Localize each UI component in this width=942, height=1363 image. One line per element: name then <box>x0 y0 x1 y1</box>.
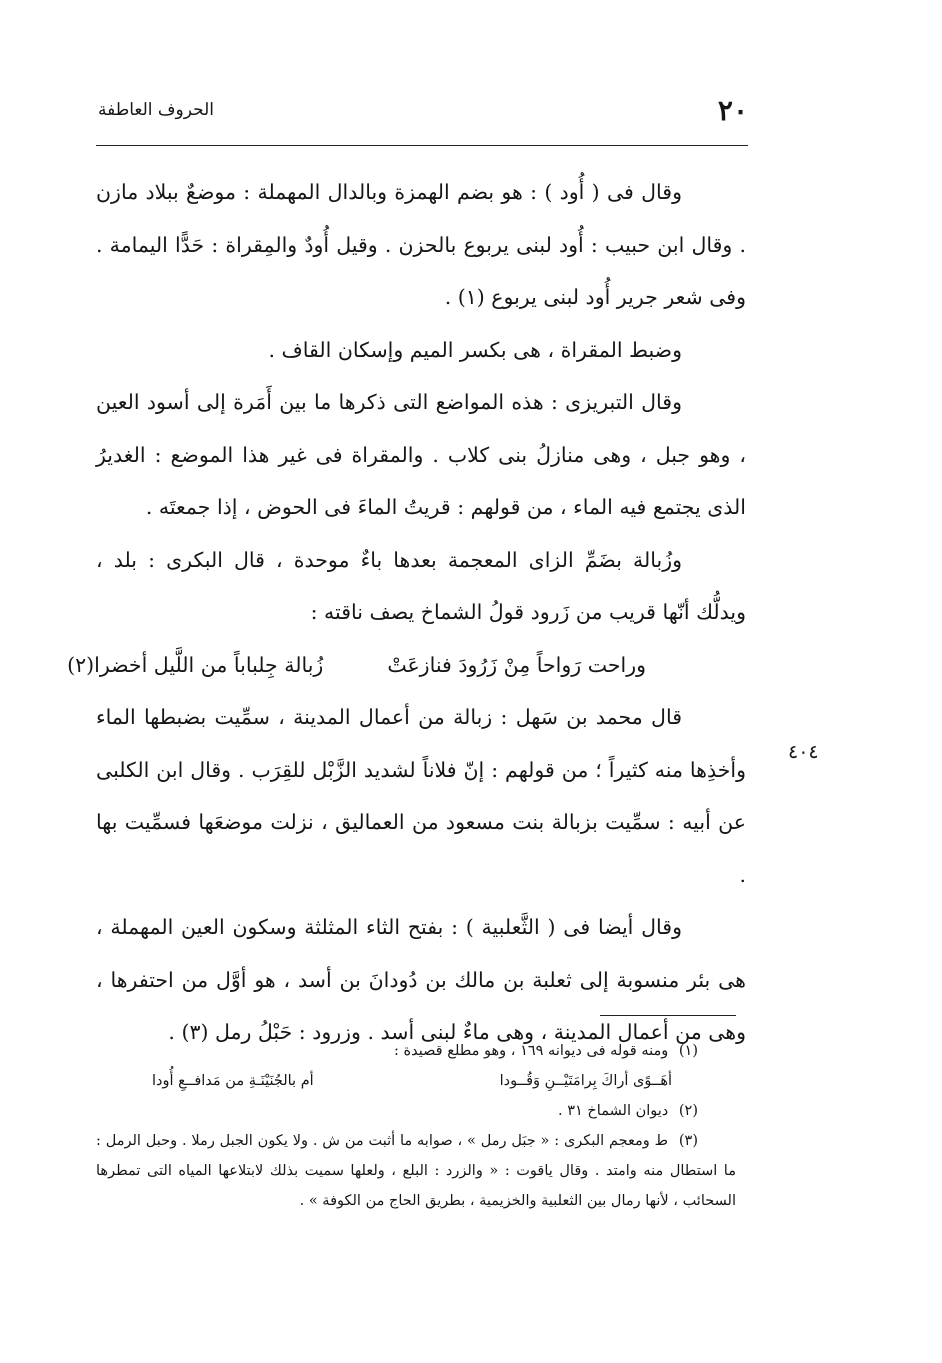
footnote-3-text: ط ومعجم البكرى : « جبَل رمل » ، صوابه ما أثبت من ش . ولا يكون الجبل رملا . وحبل الرمل : ما استطال منه وامتد . وقال ياقوت : « والزرد : البلع ، ولعلها سميت بذلك لابتلاعها المياه التى تمطرها السحائب ، لأنها رمال بين الثعلبية والخزيمية ، بطريق الحاج من الكوفة » . <box>96 1133 736 1209</box>
header-rule <box>96 145 748 146</box>
paragraph-tabrizi: وقال التبريزى : هذه المواضع التى ذكرها ما بين أَمَرة إلى أسود العين ، وهو جبل ، وهى منازلُ بنى كلاب . والمقراة فى غير هذا الموضع : الغديرُ الذى يجتمع فيه الماء ، من قولهم : قريتُ الماءَ فى الحوض ، إذا جمعتَه . <box>96 390 746 519</box>
main-text <box>67 166 746 1059</box>
paragraph-thalabiya: وقال أيضا فى ( الثَّعلبية ) : بفتح الثاء المثلثة وسكون العين المهملة ، هى بئر منسوبة إلى ثعلبة بن مالك بن دُودانَ بن أسد ، هو أوَّل من احتفرها ، وهى من أعمال المدينة ، وهى ماءٌ لبنى أسد . وزرود : حَبْلُ رمل (٣) . <box>96 915 746 1044</box>
footnote-1-verse-1: أهَــوًى أراكَ بِرامَتَيْــنِ وَقُــودا <box>499 1073 672 1089</box>
page-number: ٢٠ <box>717 94 748 127</box>
margin-page-number: ٤٠٤ <box>788 741 819 763</box>
footnote-2-label: (٢) <box>678 1103 698 1119</box>
footnote-1-verse <box>96 1066 736 1096</box>
verse-line <box>67 639 746 692</box>
footnote-1-verse-2: أم بالجُنَيْنَـةِ من مَدافــعِ أُودا <box>152 1073 314 1089</box>
footnotes <box>96 1036 736 1216</box>
running-title: الحروف العاطفة <box>98 100 215 120</box>
footnote-2-text: ديوان الشماخ ٣١ . <box>558 1103 669 1119</box>
page-header <box>96 92 748 132</box>
paragraph-awd: وقال فى ( أُود ) : هو بضم الهمزة وبالدال المهملة : موضعٌ ببلاد مازن . وقال ابن حبيب : أُود لبنى يربوع بالحزن . وقيل أُودٌ والمِقراة : حَدًّا اليمامة . وفى شعر جرير أُود لبنى يربوع (١) . <box>96 180 746 309</box>
footnote-1-text: ومنه قوله فى ديوانه ١٦٩ ، وهو مطلع قصيدة : <box>394 1043 669 1059</box>
footnote-rule <box>600 1015 736 1016</box>
paragraph-miqrat: وضبط المقراة ، هى بكسر الميم وإسكان القاف . <box>268 337 682 362</box>
footnote-2 <box>96 1096 736 1126</box>
verse-hemistich-2: زُبالة جِلباباً من اللَّيل أخضرا(٢) <box>67 652 324 677</box>
footnote-3 <box>96 1126 736 1216</box>
paragraph-ibn-sahl: قال محمد بن سَهل : زبالة من أعمال المدينة ، سمِّيت بضبطها الماء وأخذِها منه كثيراً ؛ من قولهم : إنّ فلاناً لشديد الزَّبْل للقِرَب . وقال ابن الكلبى عن أبيه : سمِّيت بزبالة بنت مسعود من العماليق ، نزلت موضعَها فسمِّيت بها . <box>96 705 746 887</box>
footnote-1-label: (١) <box>678 1043 698 1059</box>
footnote-3-label: (٣) <box>678 1133 699 1149</box>
verse-hemistich-1: وراحت رَواحاً مِنْ زَرُودَ فنازعَتْ <box>387 652 646 677</box>
footnote-1 <box>96 1036 736 1066</box>
paragraph-zubala: وزُبالة بضَمِّ الزاى المعجمة بعدها باءٌ موحدة ، قال البكرى : بلد ، ويدلُّك أنّها قريب من زَرود قولُ الشماخ يصف ناقته : <box>96 547 746 624</box>
